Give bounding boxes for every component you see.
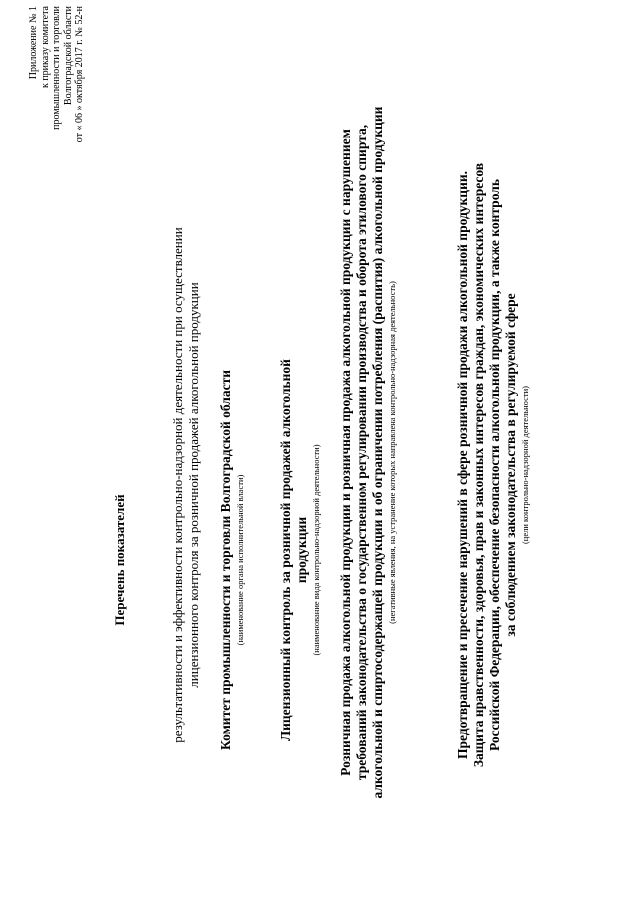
annex-line: промышленности и торговли [51,6,62,130]
goals-line: Российской Федерации, обеспечение безопасности алкогольной продукции, а также контроль [487,179,502,751]
negative-phenomena-text [338,15,386,890]
negative-phenomena-section [338,15,398,890]
authority-section [218,335,246,785]
goals-text [455,105,519,825]
goals-line: Предотвращение и пресечение нарушений в сфере розничной продажи алкогольной продукции. [455,170,470,760]
goals-note: (цели контрольно-надзорной деятельности) [520,385,530,545]
goals-line: Защита нравственности, здоровья, прав и законных интересов граждан, экономических интересов [471,162,486,768]
negative-phenomena-line: Розничная продажа алкогольной продукции и розничная продажа алкогольной продукции с нарушением [338,129,353,776]
goals-section [455,105,531,825]
authority-name: Комитет промышленности и торговли Волгоградской области [218,370,233,750]
subtitle-line: результативности и эффективности контрольно-надзорной деятельности при осуществлении [170,227,185,743]
negative-phenomena-line: требований законодательства о государственном регулировании производства и оборота этилового спирта, [354,124,369,781]
goals-line: за соблюдением законодательства в регулируемой сфере [503,293,518,637]
control-kind-name: Лицензионный контроль за розничной продажей алкогольной продукции [278,359,309,741]
authority-note: (наименование органа исполнительной власти) [235,474,245,646]
annex-header [28,6,86,236]
negative-phenomena-note: (негативные явления, на устранение которых направлена контрольно-надзорная деятельность) [387,281,397,624]
annex-line: к приказу комитета [39,6,51,89]
control-kind-note: (наименование вида контрольно-надзорной деятельности) [311,444,321,656]
document-subtitle [170,125,202,845]
annex-line: Приложение № 1 [28,6,39,80]
subtitle-line: лицензионного контроля за розничной продажей алкогольной продукции [186,282,201,688]
annex-line: Волгоградской области [62,6,74,106]
document-title: Перечень показателей [112,494,127,626]
annex-line: от « 06 » октября 2017 г. № 52-н [74,6,85,143]
negative-phenomena-line: алкогольной и спиртосодержащей продукции и об ограничении потребления (распития) алкогольной продукции [370,106,385,799]
control-kind-section [278,335,322,765]
